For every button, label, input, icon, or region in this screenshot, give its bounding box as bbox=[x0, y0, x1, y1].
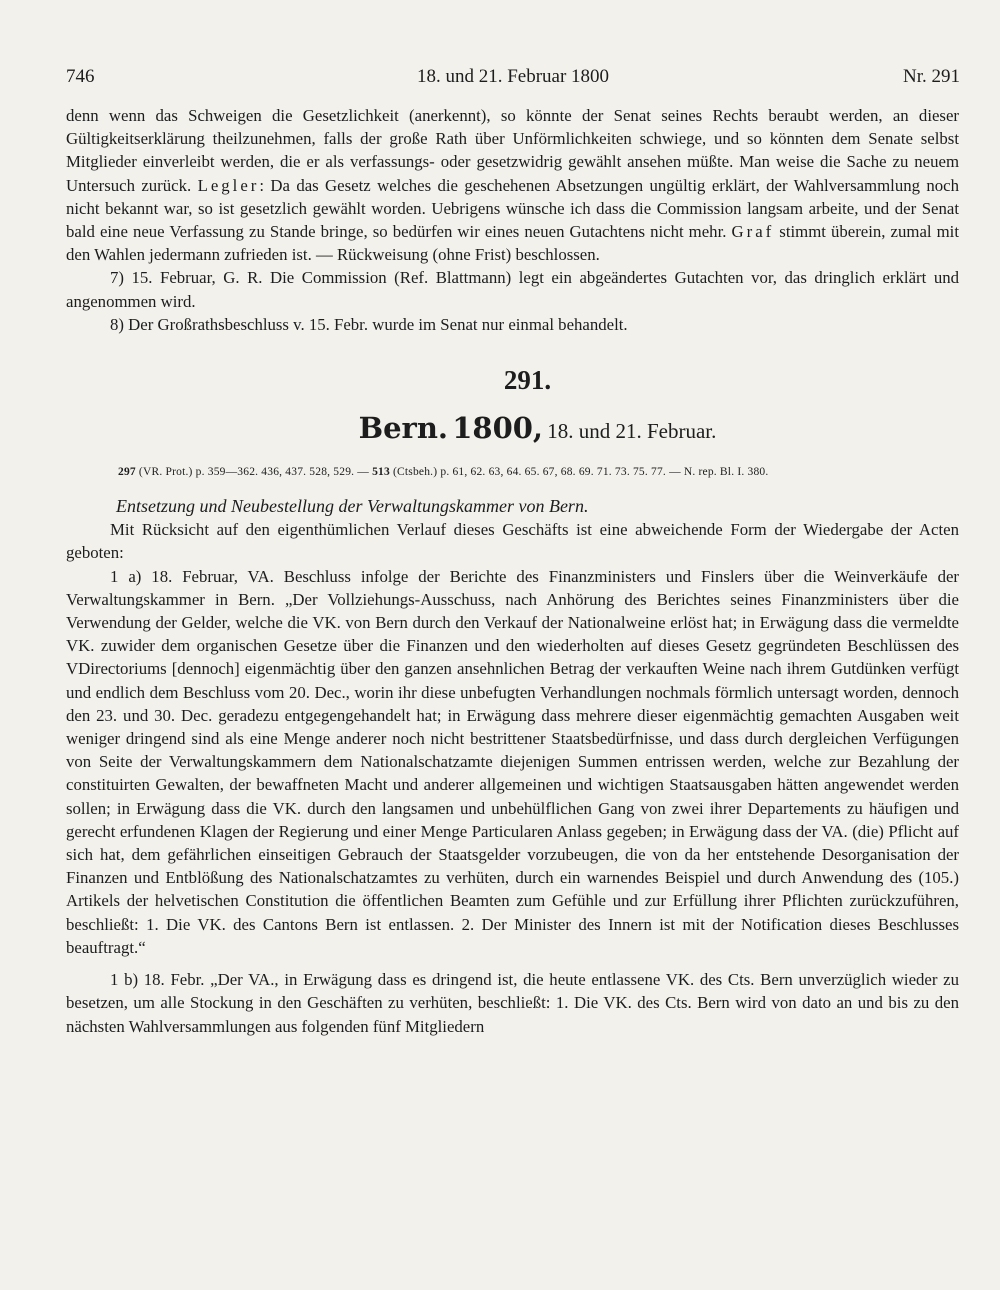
running-header bbox=[66, 66, 960, 92]
body-paragraph-1b: 1 b) 18. Febr. „Der VA., in Erwägung dass es dringend ist, die heute entlassene VK. des Cts. Bern unverzüglich wieder zu besetzen, um alle Stockung in den Geschäften zu verhüten, beschließt: 1. Die VK. des Cts. Bern wird von dato an und bis zu den nächsten Wahlversammlungen aus folgenden fünf Mitgliedern bbox=[66, 970, 959, 1036]
body-paragraph-1: Mit Rücksicht auf den eigenthümlichen Verlauf dieses Geschäfts ist eine abweichende Form der Wiedergabe der Acten geboten: bbox=[66, 520, 959, 563]
body-paragraph-1a: 1 a) 18. Februar, VA. Beschluss infolge der Berichte des Finanzministers und Finslers über die Weinverkäufe der Verwaltungskammer in Bern. „Der Vollziehungs-Ausschuss, nach Anhörung des Berichtes seines Finanzministers über die Verwendung der Gelder, welche die VK. von Bern durch den Verkauf der Nationalweine erlöst hat; in Erwägung dass die vermeldte VK. zuwider dem organischen Gesetze über die Finanzen und den wiederholten auf dieses Gesetz gegründeten Beschlüssen des VDirectoriums [dennoch] eigenmächtig über den ganzen ansehnlichen Betrag der verkauften Weine nach ihrem Gutdünken verfügt und endlich dem Beschluss vom 20. Dec., worin ihr diese unbefugten Verhandlungen nochmals förmlich untersagt worden, dennoch den 23. und 30. Dec. geradezu entgegengehandelt hat; in Erwägung dass mehrere dieser eigenmächtig gemachten Ausgaben weit weniger dringend sind als eine Menge anderer noch nicht bestrittener Staatsbedürfnisse, und dass durch dergleichen Verfügungen von Seite der Verwaltungskammern dem Nationalschatzamte diejenigen Summen entrissen werden, welche zur Bezahlung der constituirten Gewalten, der bewaffneten Macht und anderer allgemeinen und wichtigen Staatsausgaben hätten angewendet werden sollen; in Erwägung dass die VK. durch den langsamen und unbehülflichen Gang von zwei ihrer Departements zu häufigen und gerecht erfundenen Klagen der Regierung und einer Menge Particularen Anlass gegeben; in Erwägung dass der VA. (die) Pflicht auf sich hat, dem gefährlichen einseitigen Gebrauch der Staatsgelder vorzubeugen, die von da her entstehende Desorganisation der Finanzen und Entblößung des Nationalschatzamtes zu verhüten, durch ein warnendes Beispiel und durch Anwendung des (105.) Artikels der helvetischen Constitution die öffentlichen Beamten zum Gefühle und zur Erfüllung ihrer Pflichten zurückzuführen, beschließt: 1. Die VK. des Cantons Bern ist entlassen. 2. Der Minister des Innern ist mit der Notification dieses Beschlusses beauftragt.“ bbox=[66, 566, 959, 957]
source-references: 297 (VR. Prot.) p. 359—362. 436, 437. 528, 529. — 513 (Ctsbeh.) p. 61, 62. 63, 64. 65. 67, 68. 69. 71. 73. 75. 77. — N. rep. Bl. I. 380. bbox=[118, 466, 769, 479]
section-place: Bern. bbox=[358, 411, 449, 446]
document-number: Nr. 291 bbox=[903, 66, 960, 87]
intro-paragraph-1: denn wenn das Schweigen die Gesetzlichkeit (anerkennt), so könnte der Senat seines Rechts beraubt werden, an dieser Gültigkeitserklärung theilzunehmen, falls der große Rath über Unförmlichkeiten schwiege, und so könnten dem Senate selbst Mitglieder einverleibt werden, die er als verfassungs- oder gesetzwidrig gewählt ansehen müßte. Man weise die Sache zu neuem Untersuch zurück. Legler: Da das Gesetz welches die geschehenen Absetzungen ungültig erklärt, der Wahlversammlung noch nicht bekannt war, so ist gesetzlich gewählt worden. Uebrigens wünsche ich dass die Commission langsam arbeite, und der Senat bald eine neue Verfassung zu Stande bringe, so bedürfen wir eines neuen Gutachtens nicht mehr. Graf stimmt überein, zumal mit den Wahlen jedermann zufrieden ist. — Rückweisung (ohne Frist) beschlossen. bbox=[66, 106, 959, 265]
section-year: 1800, bbox=[452, 411, 544, 446]
page-number: 746 bbox=[66, 66, 95, 87]
section-title bbox=[66, 408, 959, 453]
note-7: 7) 15. Februar, G. R. Die Commission (Ref. Blattmann) legt ein abgeändertes Gutachten vor, das dringlich erklärt und angenommen wird. bbox=[66, 268, 959, 311]
section-heading: Entsetzung und Neubestellung der Verwaltungskammer von Bern. bbox=[116, 496, 589, 517]
section-number: 291. bbox=[503, 365, 552, 396]
header-dates: 18. und 21. Februar 1800 bbox=[416, 66, 610, 87]
speaker-graf: Graf bbox=[731, 222, 775, 242]
speaker-legler: Legler bbox=[197, 175, 260, 195]
page-body bbox=[66, 104, 959, 1038]
note-8: 8) Der Großrathsbeschluss v. 15. Febr. wurde im Senat nur einmal behandelt. bbox=[110, 314, 628, 334]
section-dates: 18. und 21. Februar. bbox=[547, 419, 717, 444]
